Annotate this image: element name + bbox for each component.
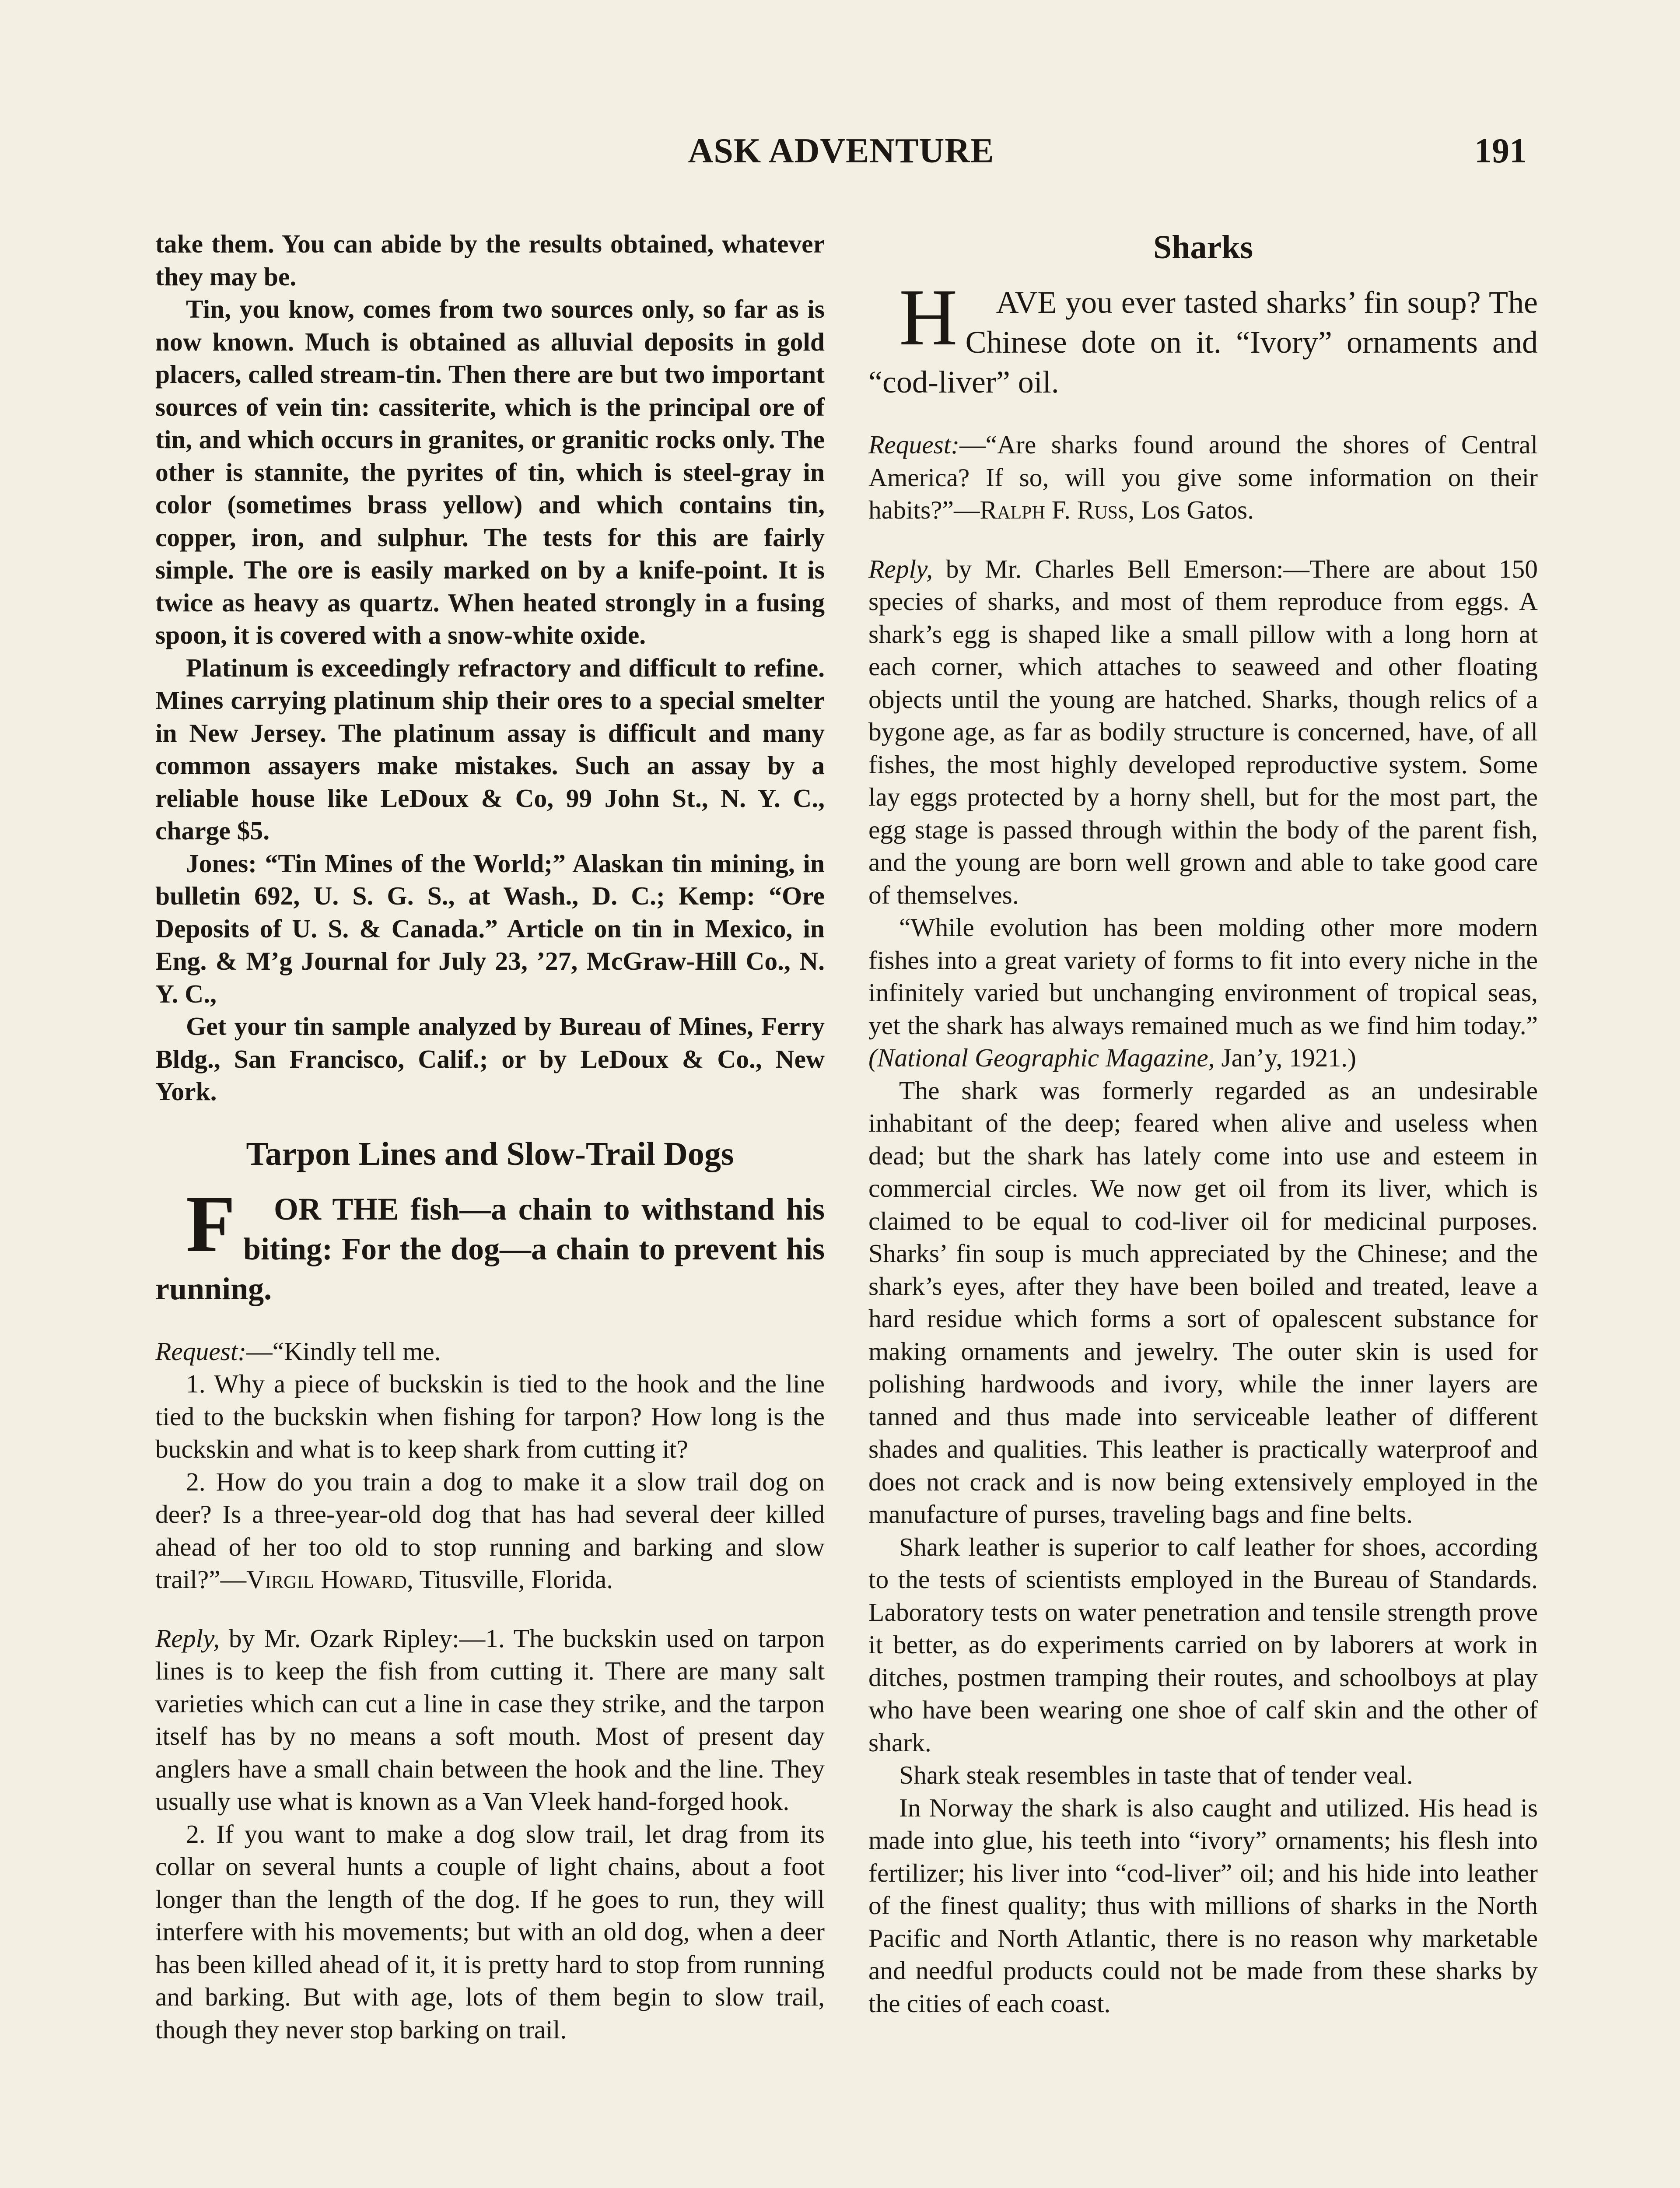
request-paragraph xyxy=(868,428,1538,526)
reply-label: Reply, xyxy=(868,554,933,583)
request-place: , Los Gatos. xyxy=(1128,495,1254,524)
reply-paragraph xyxy=(155,1622,825,1818)
drop-cap: H xyxy=(899,273,958,362)
page-header xyxy=(155,131,1527,184)
request-text: —“Kindly tell me. xyxy=(246,1336,441,1366)
request-author: Ralph F. Russ xyxy=(980,495,1128,524)
article-paragraph: The shark was formerly regarded as an undesirable inhabitant of the deep; feared when alive and useless when dead; but the shark has lately come into use and esteem in commercial circles. We now get oil from its liver, which is claimed to be equal to cod-liver oil for medicinal purposes. Sharks’ fin soup is much appreciated by the Chinese; and the shark’s eyes, after they have been boiled and treated, leave a hard residue which forms a sort of opalescent substance for making ornaments and jewelry. The outer skin is used for polishing hardwoods and ivory, while the inner layers are tanned and thus made into serviceable leather of different shades and qualities. This leather is practically waterproof and does not crack and is now being extensively employed in the manufacture of purses, traveling bags and fine belts. xyxy=(868,1076,1538,1529)
request-question: 1. Why a piece of buckskin is tied to the hook and the line tied to the buckskin when fishing for tarpon? How long is the buckskin and what is to keep shark from cutting it? xyxy=(155,1369,825,1463)
section-lead-tarpon xyxy=(155,1179,825,1309)
reply-text: by Mr. Charles Bell Emerson:—There are about 150 species of sharks, and most of them reproduce from eggs. A shark’s egg is shaped like a small pillow with a long horn at each corner, which attaches to seaweed and other floating objects until the young are hatched. Sharks, though relics of a bygone age, as far as bodily structure is concerned, have, of all fishes, the most highly developed reproductive system. Some lay eggs protected by a horny shell, but for the most part, the egg stage is passed through within the body of the parent fish, and the young are born well grown and able to take good care of themselves. xyxy=(868,554,1538,909)
lead-text: OR THE fish—a chain to withstand his biting: For the dog—a chain to prevent his running. xyxy=(155,1191,825,1306)
article-paragraph: Jones: “Tin Mines of the World;” Alaskan tin mining, in bulletin 692, U. S. G. S., at Wash., D. C.; Kemp: “Ore Deposits of U. S. & Canada.” Article on tin in Mexico, in Eng. & M’g Journal for July 23, ’27, McGraw-Hill Co., N. Y. C., xyxy=(155,849,825,1008)
quote-date: Jan’y, 1921.) xyxy=(1214,1043,1356,1072)
quote-paragraph xyxy=(868,911,1538,1074)
running-title: ASK ADVENTURE xyxy=(688,132,994,170)
section-lead-sharks xyxy=(868,273,1538,402)
right-column xyxy=(868,228,1538,2020)
request-label: Request: xyxy=(155,1336,247,1366)
request-label: Request: xyxy=(868,430,960,459)
reply-text: by Mr. Ozark Ripley:—1. The buckskin used on tarpon lines is to keep the fish from cutting it. There are many salt varieties which can cut a line in case they strike, and the tarpon itself has by no means a soft mouth. Most of present day anglers have a small chain between the hook and the line. They usually use what is known as a Van Vleek hand-forged hook. xyxy=(155,1623,825,1816)
tin-article-continuation xyxy=(155,228,825,1108)
request-text: —“Are sharks found around the shores of Central America? If so, will you give some information on their habits?”— xyxy=(868,430,1538,524)
reply-paragraph: 2. If you want to make a dog slow trail, let drag from its collar on several hunts a couple of light chains, about a foot longer than the length of the dog. If he goes to run, they will interfere with his movements; but with an old dog, when a deer has been killed ahead of it, it is pretty hard to stop from running and barking. But with age, lots of them begin to slow trail, though they never stop barking on trail. xyxy=(155,1819,825,2044)
request-place: , Titusville, Florida. xyxy=(406,1565,613,1594)
article-paragraph: take them. You can abide by the results obtained, whatever they may be. xyxy=(155,229,825,291)
request-author: Virgil Howard xyxy=(246,1565,407,1594)
reply-label: Reply, xyxy=(155,1623,220,1653)
article-paragraph: Shark steak resembles in taste that of tender veal. xyxy=(899,1760,1413,1789)
page-number: 191 xyxy=(1474,132,1527,170)
article-paragraph: Shark leather is superior to calf leather for shoes, according to the tests of scientists employed in the Bureau of Standards. Laboratory tests on water penetration and tensile strength prove it better, as do experiments carried on by laborers at work in ditches, postmen tramping their routes, and schoolboys at play who have been wearing one shoe of calf skin and the other of shark. xyxy=(868,1532,1538,1757)
section-title-sharks: Sharks xyxy=(1153,229,1253,266)
request-question xyxy=(155,1466,825,1596)
quote-source: (National Geographic Magazine, xyxy=(868,1043,1215,1072)
article-paragraph: Tin, you know, comes from two sources only, so far as is now known. Much is obtained as alluvial deposits in gold placers, called stream-tin. Then there are but two important sources of vein tin: cassiterite, which is the principal ore of tin, and which occurs in granites, or granitic rocks only. The other is stannite, the pyrites of tin, which is steel-gray in color (sometimes brass yellow) and which contains tin, copper, iron, and sulphur. The tests for this are fairly simple. The ore is easily marked on by a knife-point. It is twice as heavy as quartz. When heated strongly in a fusing spoon, it is covered with a snow-white oxide. xyxy=(155,295,825,649)
section-title-tarpon: Tarpon Lines and Slow-Trail Dogs xyxy=(246,1135,734,1172)
lead-text: AVE you ever tasted sharks’ fin soup? The Chinese dote on it. “Ivory” ornaments and “cod-liver” oil. xyxy=(868,285,1538,400)
article-paragraph: In Norway the shark is also caught and utilized. His head is made into glue, his teeth into “ivory” ornaments; his flesh into fertilizer; his liver into “cod-liver” oil; and his hide into leather of the finest quality; thus with millions of sharks in the North Pacific and North Atlantic, there is no reason why marketable and needful products could not be made from these sharks by the cities of each coast. xyxy=(868,1793,1538,2018)
request-text: 2. How do you train a dog to make it a slow trail dog on deer? Is a three-year-old dog that has had several deer killed ahead of her too old to stop running and barking and slow trail?”— xyxy=(155,1467,825,1594)
request-paragraph xyxy=(155,1335,825,1368)
reply-paragraph xyxy=(868,553,1538,912)
article-paragraph: Get your tin sample analyzed by Bureau of Mines, Ferry Bldg., San Francisco, Calif.; or by LeDoux & Co., New York. xyxy=(155,1012,825,1106)
left-column xyxy=(155,228,825,2046)
article-paragraph: Platinum is exceedingly refractory and difficult to refine. Mines carrying platinum ship their ores to a special smelter in New Jersey. The platinum assay is difficult and many common assayers make mistakes. Such an assay by a reliable house like LeDoux & Co, 99 John St., N. Y. C., charge $5. xyxy=(155,653,825,845)
quote-text: “While evolution has been molding other more modern fishes into a great variety of forms to fit into every niche in the infinitely varied but unchanging environment of tropical seas, yet the shark has always remained much as we find him today.” xyxy=(868,913,1538,1040)
drop-cap: F xyxy=(186,1179,236,1269)
